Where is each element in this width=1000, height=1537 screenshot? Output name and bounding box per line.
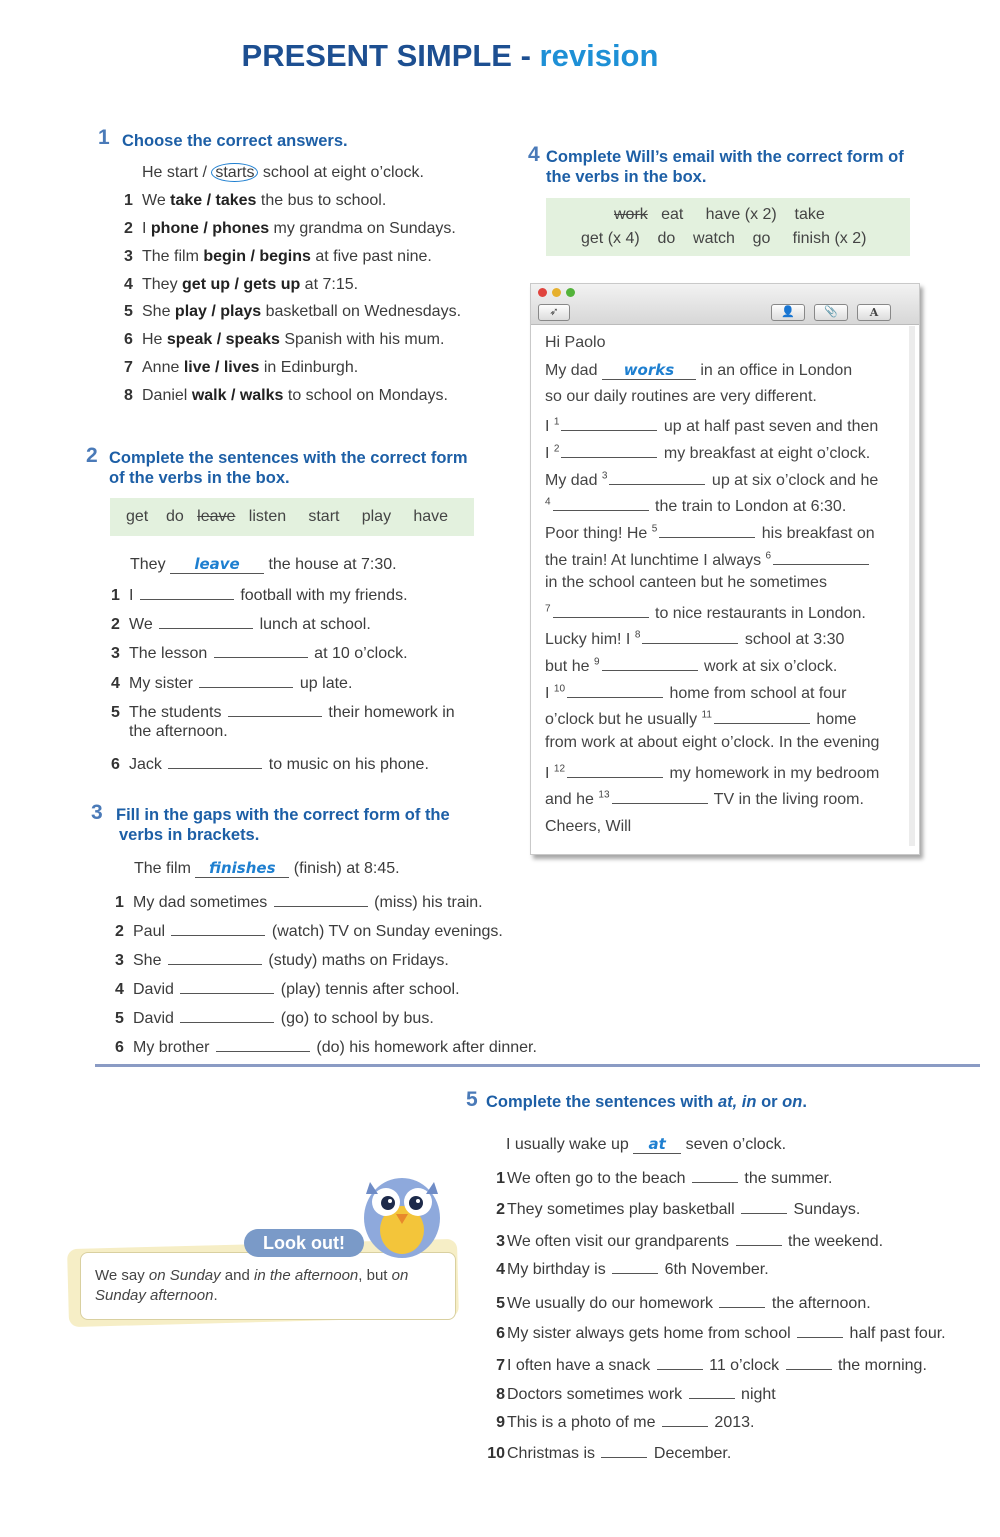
answer-options[interactable]: live / lives — [183, 359, 260, 376]
lookout-tag: Look out! — [244, 1229, 364, 1257]
section-2-word-box: get do leave listen start play have — [110, 498, 474, 536]
section-5-example: I usually wake up at seven o’clock. — [506, 1135, 787, 1153]
answer-blank[interactable] — [171, 919, 265, 936]
maximize-dot-icon[interactable] — [566, 288, 575, 297]
section-4-heading: Complete Will’s email with the correct form of the verbs in the box. — [546, 148, 904, 186]
s1-item: 4 They get up / gets up at 7:15. — [124, 276, 359, 293]
answer-blank[interactable] — [612, 1257, 658, 1274]
answer-options[interactable]: play / plays — [174, 303, 262, 320]
item-number: 1 — [115, 894, 124, 911]
s2-item: 3 The lesson at 10 o’clock. — [111, 641, 408, 663]
item-number: 3 — [115, 952, 124, 969]
s1-item: 3 The film begin / begins at five past nine. — [124, 248, 432, 265]
answer-blank[interactable] — [180, 977, 274, 994]
answer-blank[interactable] — [662, 1410, 708, 1427]
item-number: 1 — [124, 192, 133, 209]
email-toolbar — [531, 284, 919, 325]
answer-blank[interactable] — [168, 948, 262, 965]
answer-options[interactable]: speak / speaks — [166, 331, 280, 348]
answer-options[interactable]: begin / begins — [203, 248, 311, 265]
s1-item: 2 I phone / phones my grandma on Sundays. — [124, 220, 456, 237]
s2-item: 1 I football with my friends. — [111, 583, 408, 605]
section-5-heading: Complete the sentences with at, in or on. — [486, 1093, 807, 1111]
s5-item: 10 Christmas is December. — [478, 1441, 731, 1463]
item-number: 3 — [496, 1233, 505, 1250]
item-number: 4 — [111, 675, 120, 692]
answer-blank[interactable] — [228, 700, 322, 717]
answer-blank[interactable] — [689, 1382, 735, 1399]
item-number: 10 — [487, 1445, 505, 1462]
close-dot-icon[interactable] — [538, 288, 547, 297]
section-4-number: 4 — [528, 143, 540, 166]
answer-blank[interactable] — [274, 890, 368, 907]
s1-item: 8 Daniel walk / walks to school on Mondays. — [124, 387, 448, 404]
item-number: 8 — [496, 1386, 505, 1403]
answer-blank[interactable] — [180, 1006, 274, 1023]
item-number: 5 — [124, 303, 133, 320]
item-number: 5 — [111, 704, 120, 721]
s5-item: 2 They sometimes play basketball Sundays. — [478, 1197, 860, 1219]
email-scrollbar[interactable] — [909, 326, 915, 846]
s5-item: 1 We often go to the beach the summer. — [478, 1166, 832, 1188]
s3-item: 2 Paul (watch) TV on Sunday evenings. — [115, 919, 503, 941]
answer-blank[interactable] — [657, 1353, 703, 1370]
s2-item-continued: the afternoon. — [129, 723, 228, 740]
s5-item: 9 This is a photo of me 2013. — [478, 1410, 754, 1432]
s3-item: 1 My dad sometimes (miss) his train. — [115, 890, 483, 912]
answer-blank[interactable] — [216, 1035, 310, 1052]
s5-item: 5 We usually do our homework the afternoon. — [478, 1291, 871, 1313]
s5-item: 8 Doctors sometimes work night — [478, 1382, 776, 1404]
minimize-dot-icon[interactable] — [552, 288, 561, 297]
s2-item: 5 The students their homework in — [111, 700, 455, 722]
section-3-example: The film finishes (finish) at 8:45. — [134, 859, 400, 877]
s5-item: 3 We often visit our grandparents the weekend. — [478, 1229, 883, 1251]
section-2-heading: Complete the sentences with the correct form of the verbs in the box. — [109, 449, 468, 487]
answer-blank[interactable] — [168, 752, 262, 769]
answer-options[interactable]: get up / gets up — [182, 276, 301, 293]
section-3-number: 3 — [91, 801, 103, 824]
s3-item: 5 David (go) to school by bus. — [115, 1006, 434, 1028]
owl-icon — [356, 1168, 448, 1262]
attachment-icon[interactable]: 📎 — [814, 304, 848, 321]
item-number: 3 — [124, 248, 133, 265]
s3-item: 6 My brother (do) his homework after dinner. — [115, 1035, 537, 1057]
s1-item: 7 Anne live / lives in Edinburgh. — [124, 359, 359, 376]
answer-blank[interactable] — [736, 1229, 782, 1246]
item-number: 2 — [111, 616, 120, 633]
page-title: PRESENT SIMPLE - revision — [241, 38, 659, 73]
item-number: 7 — [496, 1357, 505, 1374]
s5-item: 6 My sister always gets home from school half past four. — [478, 1321, 946, 1343]
answer-options[interactable]: phone / phones — [150, 220, 270, 237]
section-4-word-box: work eat have (x 2) take get (x 4) do watch go finish (x 2) — [546, 198, 910, 256]
answer-blank[interactable] — [719, 1291, 765, 1308]
lookout-text: We say on Sunday and in the afternoon, but on Sunday afternoon. — [95, 1267, 409, 1304]
item-number: 4 — [115, 981, 124, 998]
item-number: 5 — [496, 1295, 505, 1312]
s3-item: 4 David (play) tennis after school. — [115, 977, 460, 999]
s3-item: 3 She (study) maths on Fridays. — [115, 948, 449, 970]
email-window: ➶ 👤 📎 A Hi Paolo My dad works in an office in London so our daily routines are very different. I $^1$ up at half past seven and then I $^2$ my breakfast at eight o’clock. My dad $^3$ up at six o’clock and he $^4$ the train to London at 6:30. Poor thing! He $^5$ his breakfast on the train! At lunchtime I always $^6$ in the school canteen but he sometimes $^7$ to nice restaurants in London. Lucky him! I $^8$ school at 3:30 but he $^9$ work at six o’clock. I $^{10}$ home from school at four o’clock but he usually $^{11}$ home from work at about eight o’clock. In the evening I $^{12}$ my homework in my bedroom and he $^{13}$ TV in the living room. Cheers, Will — [530, 283, 920, 855]
circled-answer: starts — [211, 163, 258, 182]
answer-blank[interactable] — [797, 1321, 843, 1338]
item-number: 6 — [496, 1325, 505, 1342]
section-1-number: 1 — [98, 126, 110, 149]
answer-blank[interactable] — [214, 641, 308, 658]
item-number: 8 — [124, 387, 133, 404]
s2-item: 4 My sister up late. — [111, 671, 352, 693]
section-3-heading: Fill in the gaps with the correct form of the verbs in brackets. — [116, 806, 450, 844]
item-number: 4 — [496, 1261, 505, 1278]
s1-item: 6 He speak / speaks Spanish with his mum. — [124, 331, 445, 348]
s1-item: 1 We take / takes the bus to school. — [124, 192, 387, 209]
s2-item: 2 We lunch at school. — [111, 612, 371, 634]
s5-item: 7 I often have a snack 11 o’clock the morning. — [478, 1353, 927, 1375]
item-number: 6 — [111, 756, 120, 773]
item-number: 2 — [496, 1201, 505, 1218]
section-1-example: He start / starts school at eight o’clock. — [142, 164, 424, 181]
item-number: 2 — [115, 923, 124, 940]
answer-blank[interactable] — [199, 671, 293, 688]
item-number: 1 — [111, 587, 120, 604]
item-number: 2 — [124, 220, 133, 237]
answer-blank[interactable] — [601, 1441, 647, 1458]
answer-options[interactable]: walk / walks — [191, 387, 284, 404]
section-divider — [95, 1064, 980, 1067]
item-number: 9 — [496, 1414, 505, 1431]
item-number: 6 — [124, 331, 133, 348]
answer-blank[interactable] — [159, 612, 253, 629]
font-icon[interactable]: A — [857, 304, 891, 321]
s2-item: 6 Jack to music on his phone. — [111, 752, 429, 774]
item-number: 4 — [124, 276, 133, 293]
send-icon[interactable]: ➶ — [538, 304, 570, 321]
answer-blank[interactable] — [786, 1353, 832, 1370]
section-1-heading: Choose the correct answers. — [122, 132, 348, 150]
item-number: 1 — [496, 1170, 505, 1187]
answer-blank[interactable] — [692, 1166, 738, 1183]
answer-options[interactable]: take / takes — [170, 192, 257, 209]
answer-blank[interactable] — [140, 583, 234, 600]
s5-item: 4 My birthday is 6th November. — [478, 1257, 769, 1279]
section-2-number: 2 — [86, 444, 98, 467]
item-number: 5 — [115, 1010, 124, 1027]
contact-icon[interactable]: 👤 — [771, 304, 805, 321]
s1-item: 5 She play / plays basketball on Wednesdays. — [124, 303, 462, 320]
section-5-number: 5 — [466, 1088, 478, 1111]
section-2-example: They leave the house at 7:30. — [130, 555, 397, 573]
answer-blank[interactable] — [741, 1197, 787, 1214]
item-number: 7 — [124, 359, 133, 376]
item-number: 6 — [115, 1039, 124, 1056]
item-number: 3 — [111, 645, 120, 662]
